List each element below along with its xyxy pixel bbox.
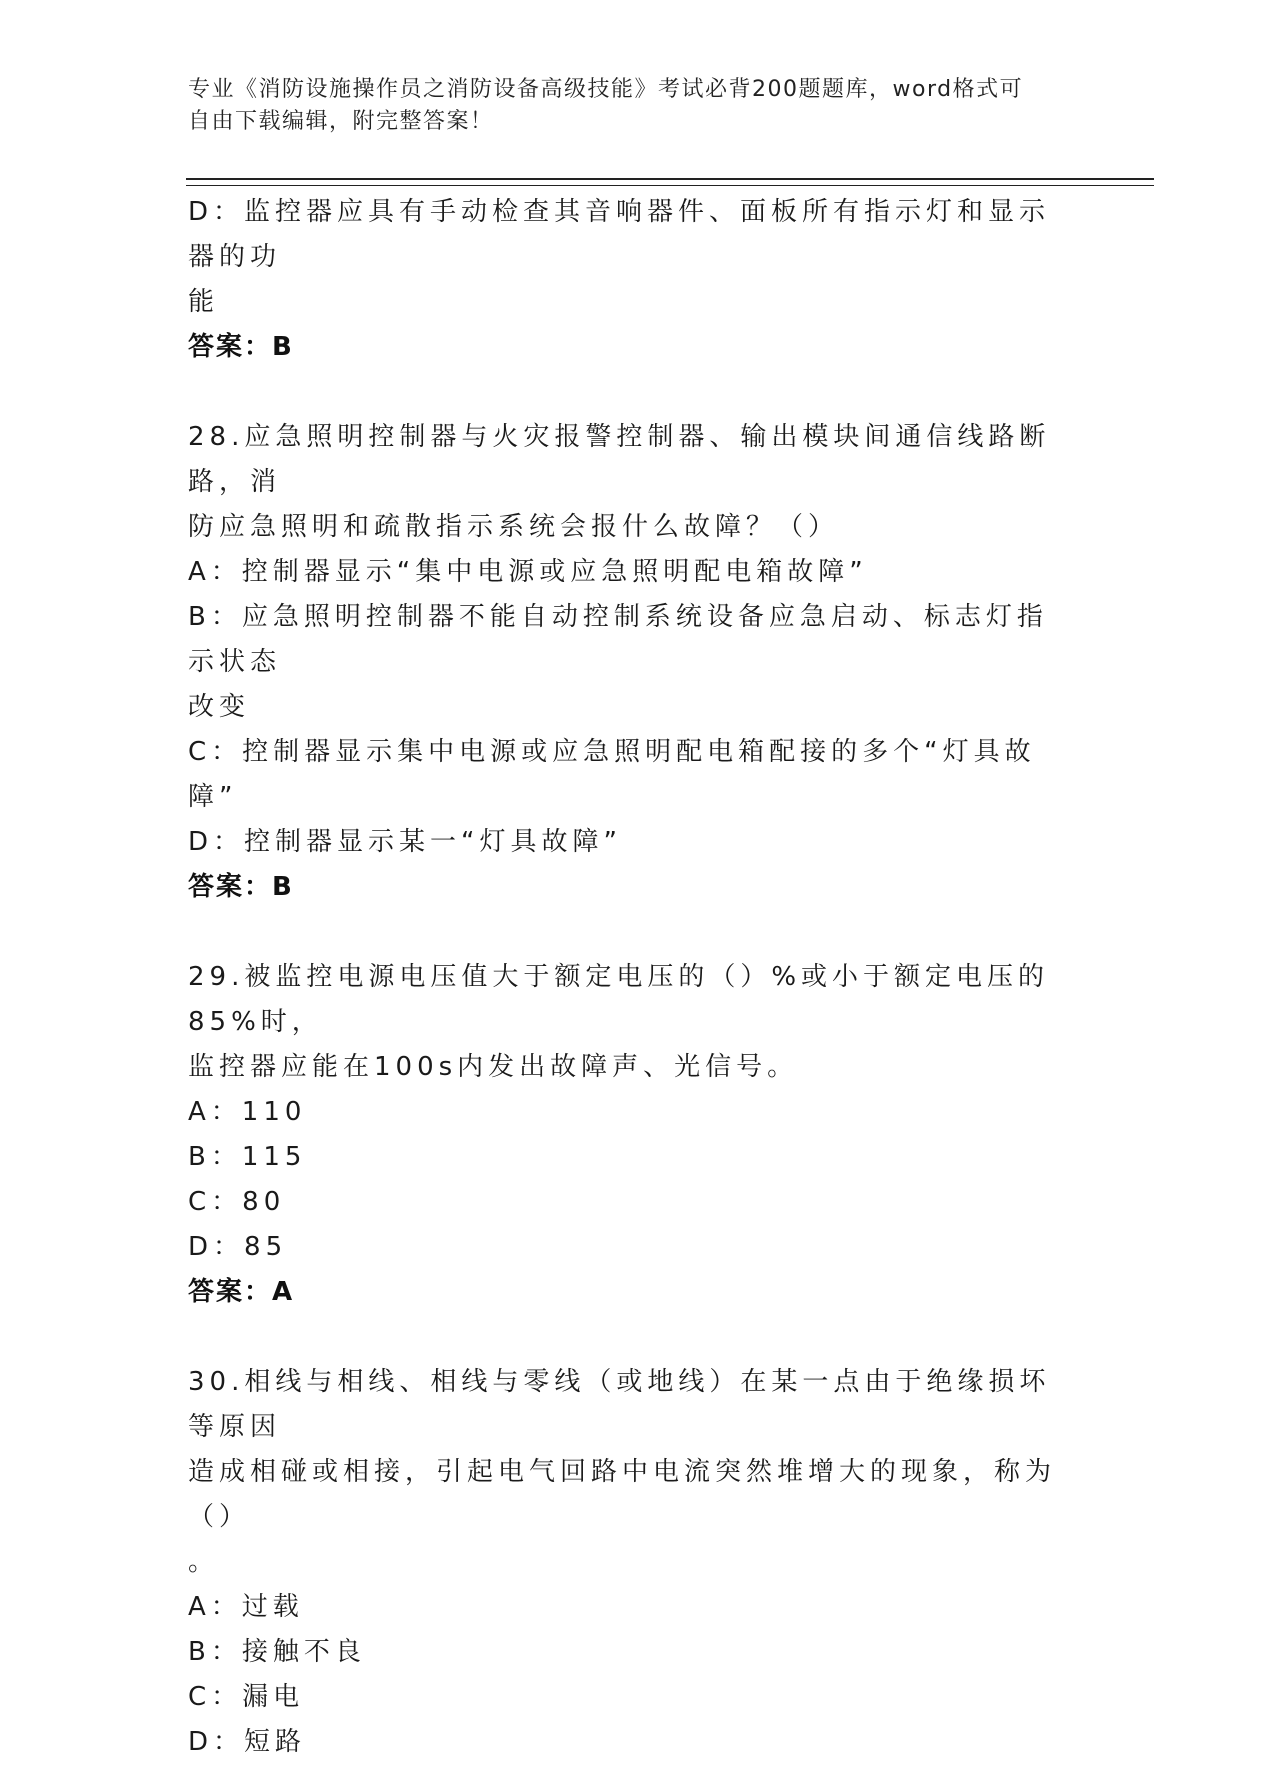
question-stem-continued: 造成相碰或相接，引起电气回路中电流突然堆增大的现象，称为（）	[188, 1457, 1057, 1532]
option-a: A：控制器显示“集中电源或应急照明配电箱故障”	[188, 557, 868, 587]
answer: 答案：A	[188, 1277, 295, 1307]
question-stem-continued: 监控器应能在100s内发出故障声、光信号。	[188, 1052, 799, 1082]
spacer	[188, 370, 1078, 415]
question-28	[188, 415, 1078, 910]
option-d: D：短路	[188, 1727, 307, 1757]
option-b: B：应急照明控制器不能自动控制系统设备应急启动、标志灯指示状态	[188, 602, 1048, 677]
option-a: A：110	[188, 1097, 307, 1127]
spacer	[188, 910, 1078, 955]
answer: 答案：B	[188, 872, 294, 902]
option-b: B：115	[188, 1142, 307, 1172]
header-line-1: 专业《消防设施操作员之消防设备高级技能》考试必背200题题库，word格式可	[188, 77, 1024, 102]
answer: 答案：B	[188, 332, 294, 362]
option-c: C：控制器显示集中电源或应急照明配电箱配接的多个“灯具故障”	[188, 737, 1036, 812]
spacer	[188, 1315, 1078, 1360]
question-stem: 29.被监控电源电压值大于额定电压的（）%或小于额定电压的85%时，	[188, 962, 1050, 1037]
header-divider	[186, 178, 1154, 186]
option-b: B：接触不良	[188, 1637, 366, 1667]
option-d: D：监控器应具有手动检查其音响器件、面板所有指示灯和显示器的功	[188, 197, 1051, 272]
question-stem: 30.相线与相线、相线与零线（或地线）在某一点由于绝缘损坏等原因	[188, 1367, 1051, 1442]
option-c: C：80	[188, 1187, 286, 1217]
question-stem: 28.应急照明控制器与火灾报警控制器、输出模块间通信线路断路，消	[188, 422, 1051, 497]
page-header	[188, 74, 1068, 138]
option-b-continued: 改变	[188, 692, 251, 722]
option-d: D：控制器显示某一“灯具故障”	[188, 827, 622, 857]
option-d: D：85	[188, 1232, 288, 1262]
question-stem-end: 。	[188, 1547, 220, 1577]
option-d-continued: 能	[188, 287, 220, 317]
option-c: C：漏电	[188, 1682, 305, 1712]
question-27-tail	[188, 190, 1078, 370]
question-stem-continued: 防应急照明和疏散指示系统会报什么故障？（）	[188, 512, 840, 542]
question-30	[188, 1360, 1078, 1765]
option-a: A：过载	[188, 1592, 304, 1622]
header-line-2: 自由下载编辑，附完整答案！	[188, 109, 494, 134]
document-body	[188, 190, 1078, 1765]
question-29	[188, 955, 1078, 1315]
